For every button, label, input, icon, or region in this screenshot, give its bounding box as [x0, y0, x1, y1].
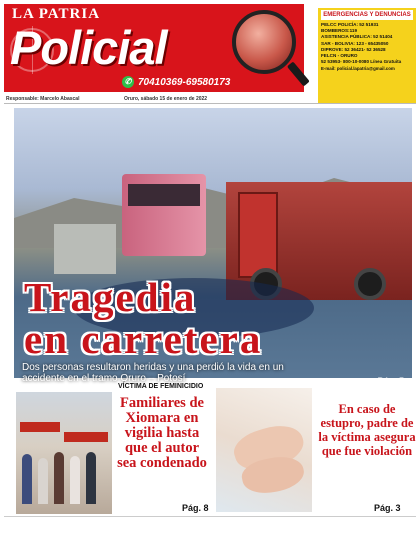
story-right-page-ref[interactable]: Pág. 3	[374, 503, 401, 513]
emergency-line: DIPROVE: 52 36421- 52 36528	[321, 46, 386, 52]
vigil-photo[interactable]	[16, 392, 112, 514]
responsible-text: Responsable: Marcelo Abascal	[6, 96, 80, 102]
protest-banner	[20, 422, 60, 432]
protester	[86, 452, 96, 504]
emergency-list	[321, 22, 413, 65]
protest-banner	[64, 432, 108, 442]
info-bar	[4, 94, 416, 104]
hands-photo[interactable]	[216, 388, 312, 512]
masthead-kicker: LA PATRIA	[12, 6, 101, 22]
section-tag: VÍCTIMA DE FEMINICIDIO	[118, 383, 204, 390]
story-left-headline[interactable]: Familiares de Xiomara en vigilia hasta que el autor sea condenado	[117, 395, 207, 471]
hero-headline-line2: en carretera	[24, 316, 263, 362]
emergency-box	[318, 8, 416, 104]
masthead-title: Policial	[10, 21, 167, 74]
masthead-phones	[122, 76, 230, 88]
protester	[54, 452, 64, 504]
magnifier-handle	[287, 61, 310, 86]
protester	[22, 454, 32, 504]
story-left-page-ref[interactable]: Pág. 8	[182, 503, 209, 513]
hero-photo[interactable]	[14, 108, 412, 386]
emergency-line: FELCN - ORURO	[321, 53, 358, 59]
emergency-title: EMERGENCIAS Y DENUNCIAS	[321, 10, 413, 20]
hero-headline[interactable]	[24, 276, 262, 360]
footer-divider	[4, 516, 416, 517]
emergency-line: PELCC POLICÍA: 52 51931	[321, 22, 379, 27]
emergency-line: SAR - BOLIVIA: 123 - 65435050	[321, 40, 389, 46]
emergency-email[interactable]: E-mail: policial.lapatria@gmail.com	[321, 66, 395, 72]
protester	[70, 456, 80, 504]
whatsapp-icon: ✆	[122, 76, 134, 88]
hero-headline-line1: Tragedia	[24, 274, 197, 320]
hero-subtitle: Dos personas resultaron heridas y una perdió la vida en un accidente en el tramo Oruro – Potosí	[22, 362, 284, 384]
emergency-line: ASISTENCIA PÚBLICA: 52 51404	[321, 34, 393, 40]
masthead	[4, 4, 304, 92]
date-text: Oruro, sábado 15 de enero de 2022	[124, 96, 208, 102]
magnifier-icon	[232, 10, 296, 74]
emergency-line: 52 53953- 800-10-0080 Línea Gratuita	[321, 59, 402, 65]
truck-wheel	[354, 268, 386, 300]
protester	[38, 458, 48, 504]
pink-bus	[122, 174, 206, 256]
emergency-line: BOMBEROS:119	[321, 28, 357, 34]
hero-page-ref[interactable]: Pág. 5	[377, 376, 404, 386]
story-right-headline[interactable]: En caso de estupro, padre de la víctima asegura que fue violación	[318, 402, 416, 458]
red-truck-cab	[238, 192, 278, 278]
white-truck	[54, 224, 116, 274]
phone-numbers: 70410369-69580173	[138, 76, 231, 88]
